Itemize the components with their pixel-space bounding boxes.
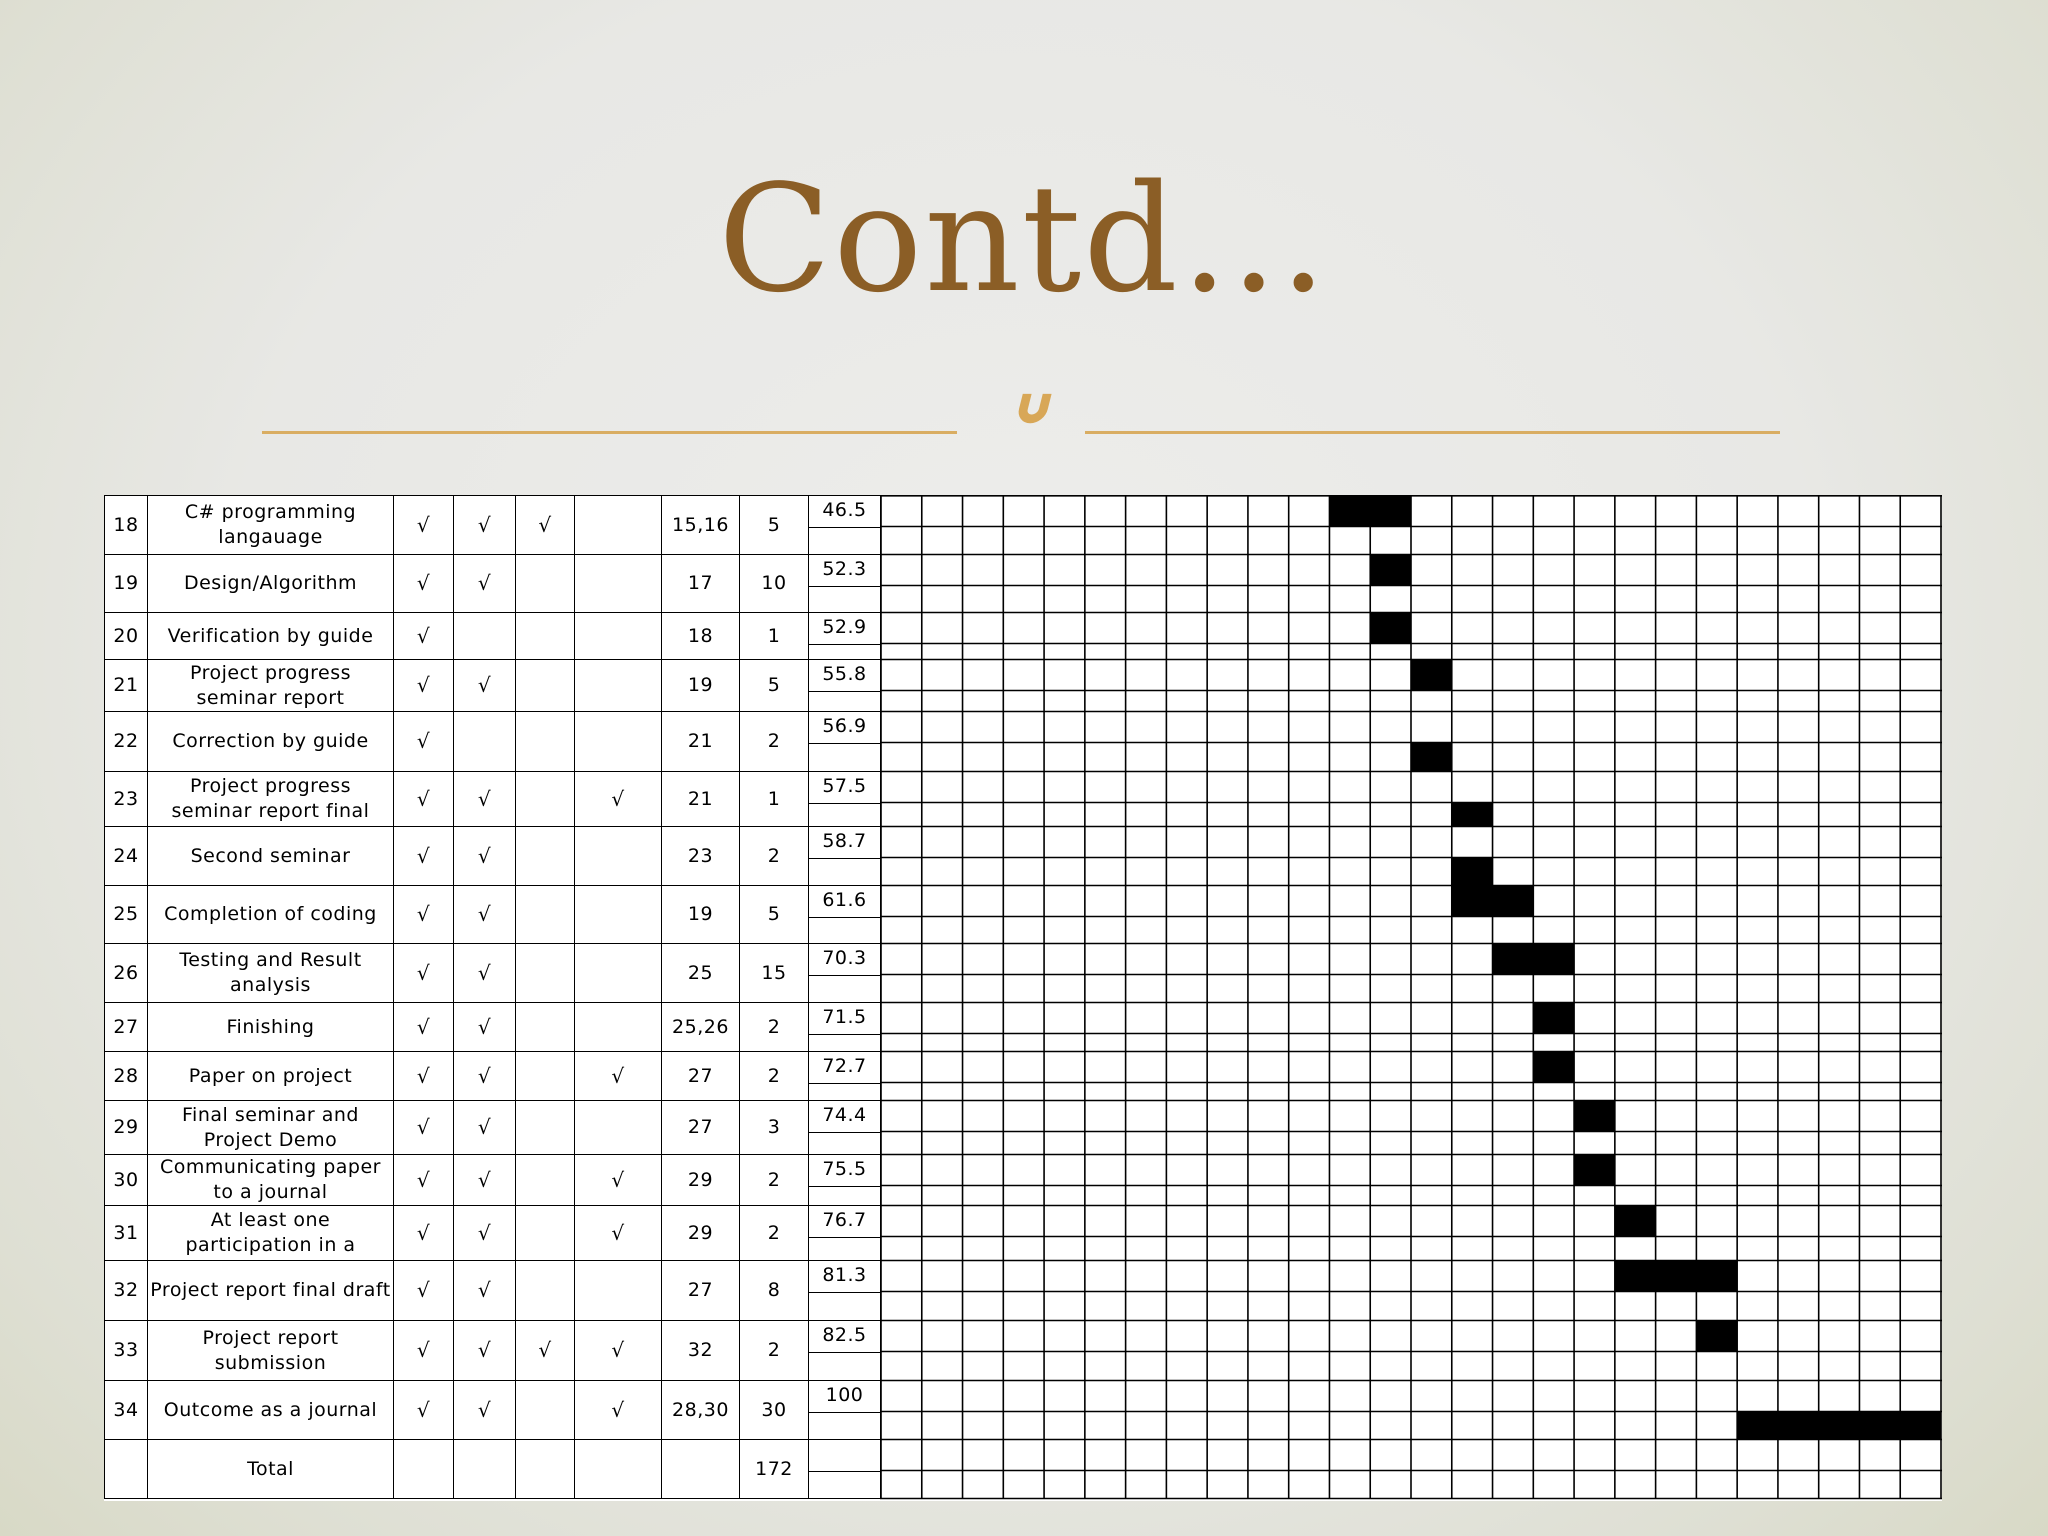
row-number: 29 [105, 1101, 148, 1155]
duration-days: 1 [740, 772, 809, 827]
cumulative-percent: 72.7 [809, 1052, 880, 1084]
cumulative-percent-cell [809, 827, 881, 886]
check-4: √ [575, 1381, 662, 1440]
table-row [105, 1155, 881, 1206]
check-4 [575, 1261, 662, 1321]
check-2: √ [454, 827, 516, 886]
check-2: √ [454, 1052, 516, 1101]
duration-days: 2 [740, 827, 809, 886]
duration-days: 2 [740, 1003, 809, 1052]
check-1: √ [394, 1261, 454, 1321]
duration-days: 5 [740, 496, 809, 555]
check-3 [516, 1155, 575, 1206]
duration-days: 5 [740, 660, 809, 712]
gantt-table [104, 495, 1942, 1501]
check-2: √ [454, 944, 516, 1003]
check-4: √ [575, 1155, 662, 1206]
dependency: 27 [662, 1052, 740, 1101]
gantt-bar [1452, 886, 1534, 917]
gantt-bar [1329, 496, 1411, 527]
check-3 [516, 660, 575, 712]
dependency: 15,16 [662, 496, 740, 555]
gantt-bar [1411, 660, 1452, 691]
task-name: Final seminar and Project Demo [148, 1101, 394, 1155]
check-4: √ [575, 1206, 662, 1261]
cumulative-percent: 70.3 [809, 944, 880, 976]
task-name: Design/Algorithm [148, 555, 394, 613]
flourish-ornament-icon: ᐡ [1001, 370, 1039, 483]
duration-days: 8 [740, 1261, 809, 1321]
task-name: Finishing [148, 1003, 394, 1052]
cumulative-percent-cell [809, 1440, 881, 1499]
gantt-bar [1737, 1412, 1941, 1440]
table-row [105, 772, 881, 827]
check-4 [575, 1003, 662, 1052]
check-2: √ [454, 660, 516, 712]
gantt-bar [1574, 1101, 1615, 1132]
gantt-bar [1533, 1052, 1574, 1083]
task-name: Second seminar [148, 827, 394, 886]
cumulative-percent: 61.6 [809, 886, 880, 918]
table-row [105, 1381, 881, 1440]
table-row [105, 555, 881, 613]
task-name: Project progress seminar report [148, 660, 394, 712]
dependency: 23 [662, 827, 740, 886]
row-number: 33 [105, 1321, 148, 1381]
check-4 [575, 944, 662, 1003]
check-1: √ [394, 1101, 454, 1155]
check-1: √ [394, 827, 454, 886]
task-name: Project report submission [148, 1321, 394, 1381]
cumulative-percent-cell [809, 660, 881, 712]
check-2: √ [454, 496, 516, 555]
check-1: √ [394, 660, 454, 712]
check-2: √ [454, 1261, 516, 1321]
cumulative-percent: 57.5 [809, 772, 880, 804]
cumulative-percent-cell [809, 1155, 881, 1206]
check-2: √ [454, 1155, 516, 1206]
cumulative-percent: 56.9 [809, 712, 880, 744]
check-1: √ [394, 1381, 454, 1440]
check-3 [516, 944, 575, 1003]
gantt-bar [1370, 613, 1411, 644]
check-3 [516, 1003, 575, 1052]
task-name: Testing and Result analysis [148, 944, 394, 1003]
check-1: √ [394, 772, 454, 827]
check-3 [516, 712, 575, 772]
check-3 [516, 827, 575, 886]
task-name: Paper on project [148, 1052, 394, 1101]
divider-line-left [262, 431, 957, 434]
empty-cell [575, 1440, 662, 1499]
cumulative-percent-cell [809, 886, 881, 944]
duration-days: 3 [740, 1101, 809, 1155]
empty-cell [394, 1440, 454, 1499]
cumulative-percent: 81.3 [809, 1261, 880, 1293]
check-3 [516, 555, 575, 613]
row-number: 25 [105, 886, 148, 944]
dependency: 21 [662, 712, 740, 772]
check-1: √ [394, 555, 454, 613]
row-number: 22 [105, 712, 148, 772]
row-number: 20 [105, 613, 148, 660]
table-row [105, 496, 881, 555]
cumulative-percent: 71.5 [809, 1003, 880, 1035]
table-row [105, 1321, 881, 1381]
cumulative-percent: 75.5 [809, 1155, 880, 1187]
check-2: √ [454, 555, 516, 613]
gantt-bar [1452, 803, 1493, 827]
cumulative-percent-cell [809, 1206, 881, 1261]
check-3 [516, 1261, 575, 1321]
check-4 [575, 613, 662, 660]
check-3 [516, 1052, 575, 1101]
row-number: 23 [105, 772, 148, 827]
task-name: Project progress seminar report final [148, 772, 394, 827]
check-4 [575, 496, 662, 555]
task-name: At least one participation in a [148, 1206, 394, 1261]
check-4: √ [575, 1321, 662, 1381]
check-2: √ [454, 1206, 516, 1261]
check-3: √ [516, 496, 575, 555]
duration-days: 10 [740, 555, 809, 613]
task-name: Communicating paper to a journal [148, 1155, 394, 1206]
cumulative-percent-empty [809, 1440, 880, 1472]
row-number: 28 [105, 1052, 148, 1101]
task-name: C# programming langauage [148, 496, 394, 555]
dependency: 28,30 [662, 1381, 740, 1440]
gantt-bar [1493, 944, 1575, 975]
cumulative-percent: 55.8 [809, 660, 880, 692]
check-4: √ [575, 772, 662, 827]
gantt-bar [1574, 1155, 1615, 1186]
table-row [105, 1261, 881, 1321]
dependency: 32 [662, 1321, 740, 1381]
check-3 [516, 1101, 575, 1155]
row-number: 18 [105, 496, 148, 555]
cumulative-percent: 76.7 [809, 1206, 880, 1238]
dependency: 27 [662, 1101, 740, 1155]
duration-days: 15 [740, 944, 809, 1003]
row-number: 31 [105, 1206, 148, 1261]
check-4: √ [575, 1052, 662, 1101]
dependency: 25,26 [662, 1003, 740, 1052]
task-name: Outcome as a journal [148, 1381, 394, 1440]
cumulative-percent: 58.7 [809, 827, 880, 859]
row-number: 19 [105, 555, 148, 613]
gantt-bar [1411, 743, 1452, 772]
check-2: √ [454, 1321, 516, 1381]
row-number: 27 [105, 1003, 148, 1052]
row-number: 26 [105, 944, 148, 1003]
row-number: 34 [105, 1381, 148, 1440]
empty-cell [516, 1440, 575, 1499]
cumulative-percent: 100 [809, 1381, 880, 1413]
dependency: 17 [662, 555, 740, 613]
cumulative-percent: 74.4 [809, 1101, 880, 1133]
dependency: 29 [662, 1206, 740, 1261]
check-2: √ [454, 1003, 516, 1052]
total-days: 172 [740, 1440, 809, 1499]
duration-days: 2 [740, 712, 809, 772]
gantt-bar [1533, 1003, 1574, 1034]
cumulative-percent-cell [809, 1381, 881, 1440]
check-3 [516, 1381, 575, 1440]
check-4 [575, 660, 662, 712]
check-1: √ [394, 712, 454, 772]
cumulative-percent-cell [809, 613, 881, 660]
table-row [105, 827, 881, 886]
check-2: √ [454, 772, 516, 827]
duration-days: 30 [740, 1381, 809, 1440]
dependency: 18 [662, 613, 740, 660]
task-name: Correction by guide [148, 712, 394, 772]
cumulative-percent-cell [809, 712, 881, 772]
check-1: √ [394, 1206, 454, 1261]
table-row [105, 660, 881, 712]
empty-cell [454, 1440, 516, 1499]
cumulative-percent-cell [809, 1321, 881, 1381]
check-2: √ [454, 1381, 516, 1440]
dependency: 29 [662, 1155, 740, 1206]
gantt-bar [1696, 1321, 1737, 1352]
check-3 [516, 886, 575, 944]
gantt-chart-grid [880, 495, 1942, 1500]
cumulative-percent-cell [809, 944, 881, 1003]
table-row [105, 1052, 881, 1101]
dependency: 21 [662, 772, 740, 827]
table-row [105, 1101, 881, 1155]
cumulative-percent: 46.5 [809, 496, 880, 528]
check-4 [575, 1101, 662, 1155]
check-4 [575, 712, 662, 772]
table-row [105, 886, 881, 944]
table-row [105, 944, 881, 1003]
duration-days: 1 [740, 613, 809, 660]
table-row [105, 613, 881, 660]
cumulative-percent-cell [809, 1003, 881, 1052]
task-name: Completion of coding [148, 886, 394, 944]
divider-line-right [1085, 431, 1780, 434]
duration-days: 2 [740, 1052, 809, 1101]
dependency: 19 [662, 660, 740, 712]
check-1: √ [394, 1155, 454, 1206]
cumulative-percent: 82.5 [809, 1321, 880, 1353]
task-name: Project report final draft [148, 1261, 394, 1321]
dependency: 27 [662, 1261, 740, 1321]
empty-cell [105, 1440, 148, 1499]
check-3 [516, 772, 575, 827]
check-1: √ [394, 613, 454, 660]
gantt-bar [1370, 555, 1411, 586]
dependency: 25 [662, 944, 740, 1003]
slide-title: Contd… [718, 153, 1330, 325]
check-2 [454, 613, 516, 660]
check-3: √ [516, 1321, 575, 1381]
cumulative-percent-cell [809, 1261, 881, 1321]
check-1: √ [394, 1003, 454, 1052]
duration-days: 5 [740, 886, 809, 944]
cumulative-percent-cell [809, 1101, 881, 1155]
row-number: 24 [105, 827, 148, 886]
check-4 [575, 827, 662, 886]
check-2: √ [454, 886, 516, 944]
cumulative-percent: 52.3 [809, 555, 880, 587]
duration-days: 2 [740, 1206, 809, 1261]
gantt-bar [1452, 858, 1493, 886]
row-number: 21 [105, 660, 148, 712]
check-1: √ [394, 886, 454, 944]
check-1: √ [394, 1052, 454, 1101]
task-table [104, 495, 881, 1499]
check-2 [454, 712, 516, 772]
row-number: 30 [105, 1155, 148, 1206]
cumulative-percent-cell [809, 772, 881, 827]
check-3 [516, 1206, 575, 1261]
total-label: Total [148, 1440, 394, 1499]
duration-days: 2 [740, 1155, 809, 1206]
gantt-bar [1615, 1206, 1656, 1237]
check-1: √ [394, 496, 454, 555]
check-1: √ [394, 1321, 454, 1381]
cumulative-percent: 52.9 [809, 613, 880, 645]
row-number: 32 [105, 1261, 148, 1321]
table-row [105, 1003, 881, 1052]
dependency: 19 [662, 886, 740, 944]
check-4 [575, 886, 662, 944]
gantt-bar [1615, 1261, 1737, 1292]
check-3 [516, 613, 575, 660]
empty-cell [662, 1440, 740, 1499]
cumulative-percent-cell [809, 1052, 881, 1101]
check-1: √ [394, 944, 454, 1003]
cumulative-percent-cell [809, 555, 881, 613]
total-row [105, 1440, 881, 1499]
cumulative-percent-cell [809, 496, 881, 555]
table-row [105, 1206, 881, 1261]
duration-days: 2 [740, 1321, 809, 1381]
task-name: Verification by guide [148, 613, 394, 660]
table-row [105, 712, 881, 772]
check-2: √ [454, 1101, 516, 1155]
check-4 [575, 555, 662, 613]
